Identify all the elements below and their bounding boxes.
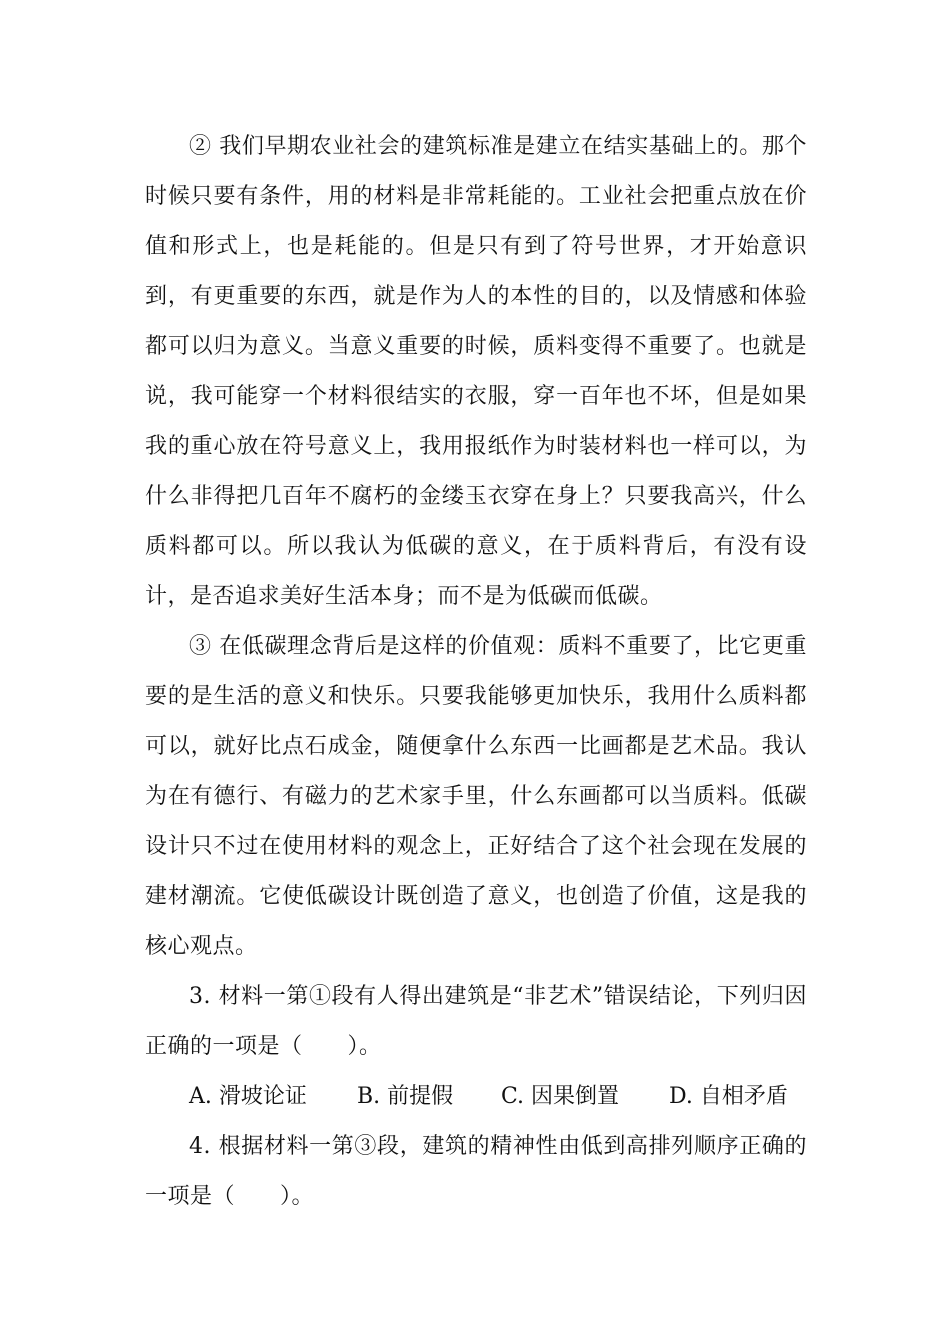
question-3-option-b: B. 前提假 xyxy=(357,1084,454,1109)
paragraph-3: ③ 在低碳理念背后是这样的价值观：质料不重要了，比它更重要的是生活的意义和快乐。只要我能够更加快乐，我用什么质料都可以，就好比点石成金，随便拿什么东西一比画都是艺术品。我认为在有德行、有磁力的艺术家手里，什么东画都可以当质料。低碳设计只不过在使用材料的观念上，正好结合了这个社会现在发展的建材潮流。它使低碳设计既创造了意义，也创造了价值，这是我的核心观点。 xyxy=(145,634,807,959)
document-page xyxy=(145,122,807,1222)
question-4-stem: 4. 根据材料一第③段，建筑的精神性由低到高排列顺序正确的一项是（ ）。 xyxy=(145,1134,807,1209)
question-3-option-d: D. 自相矛盾 xyxy=(669,1084,788,1109)
question-3-option-c: C. 因果倒置 xyxy=(501,1084,620,1109)
paragraph-2: ② 我们早期农业社会的建筑标准是建立在结实基础上的。那个时候只要有条件，用的材料是非常耗能的。工业社会把重点放在价值和形式上，也是耗能的。但是只有到了符号世界，才开始意识到，有更重要的东西，就是作为人的本性的目的，以及情感和体验都可以归为意义。当意义重要的时候，质料变得不重要了。也就是说，我可能穿一个材料很结实的衣服，穿一百年也不坏，但是如果我的重心放在符号意义上，我用报纸作为时装材料也一样可以，为什么非得把几百年不腐朽的金缕玉衣穿在身上？只要我高兴，什么质料都可以。所以我认为低碳的意义，在于质料背后，有没有设计，是否追求美好生活本身；而不是为低碳而低碳。 xyxy=(145,134,807,609)
question-3-option-a: A. 滑坡论证 xyxy=(189,1084,307,1109)
question-3-stem: 3. 材料一第①段有人得出建筑是“非艺术”错误结论，下列归因正确的一项是（ ）。 xyxy=(145,984,807,1059)
question-3-options xyxy=(145,1072,807,1122)
